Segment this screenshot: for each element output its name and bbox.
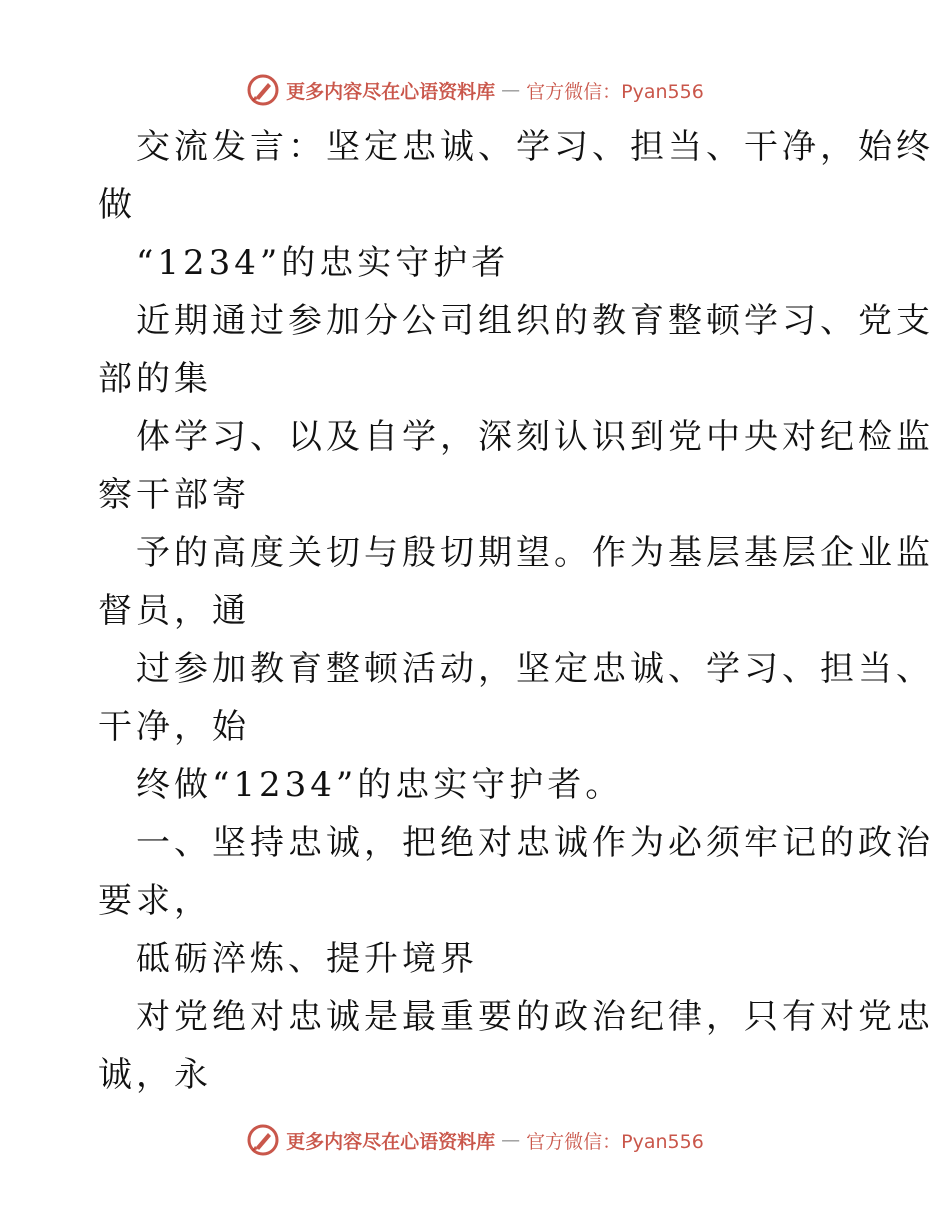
body-line: 察干部寄: [98, 475, 250, 515]
document-body: [98, 118, 934, 1104]
pen-logo-icon: [246, 73, 280, 107]
watermark-separator: —: [501, 1129, 521, 1151]
body-line: 一、坚持忠诚，把绝对忠诚作为必须牢记的政治: [136, 823, 934, 863]
body-line: 诚，永: [98, 1055, 212, 1095]
header-watermark: [0, 70, 950, 110]
footer-watermark: [0, 1120, 950, 1160]
body-line: “1234”的忠实守护者: [136, 243, 510, 283]
body-line: 交流发言：坚定忠诚、学习、担当、干净，始终: [136, 127, 934, 167]
watermark-wechat: 官方微信：Pyan556: [526, 1130, 704, 1153]
body-line: 体学习、以及自学，深刻认识到党中央对纪检监: [136, 417, 934, 457]
body-line: 过参加教育整顿活动，坚定忠诚、学习、担当、: [136, 649, 934, 689]
watermark-separator: —: [501, 79, 521, 101]
pen-logo-icon: [246, 1123, 280, 1157]
body-line: 部的集: [98, 359, 212, 399]
body-line: 对党绝对忠诚是最重要的政治纪律，只有对党忠: [136, 997, 934, 1037]
body-line: 干净，始: [98, 707, 250, 747]
body-line: 砥砺淬炼、提升境界: [136, 939, 478, 979]
body-line: 近期通过参加分公司组织的教育整顿学习、党支: [136, 301, 934, 341]
body-line: 要求，: [98, 881, 212, 921]
body-line: 督员，通: [98, 591, 250, 631]
body-line: 终做“1234”的忠实守护者。: [136, 765, 624, 805]
body-line: 做: [98, 185, 136, 225]
watermark-text: 更多内容尽在心语资料库: [286, 80, 496, 103]
watermark-text: 更多内容尽在心语资料库: [286, 1130, 496, 1153]
watermark-wechat: 官方微信：Pyan556: [526, 80, 704, 103]
body-line: 予的高度关切与殷切期望。作为基层基层企业监: [136, 533, 934, 573]
